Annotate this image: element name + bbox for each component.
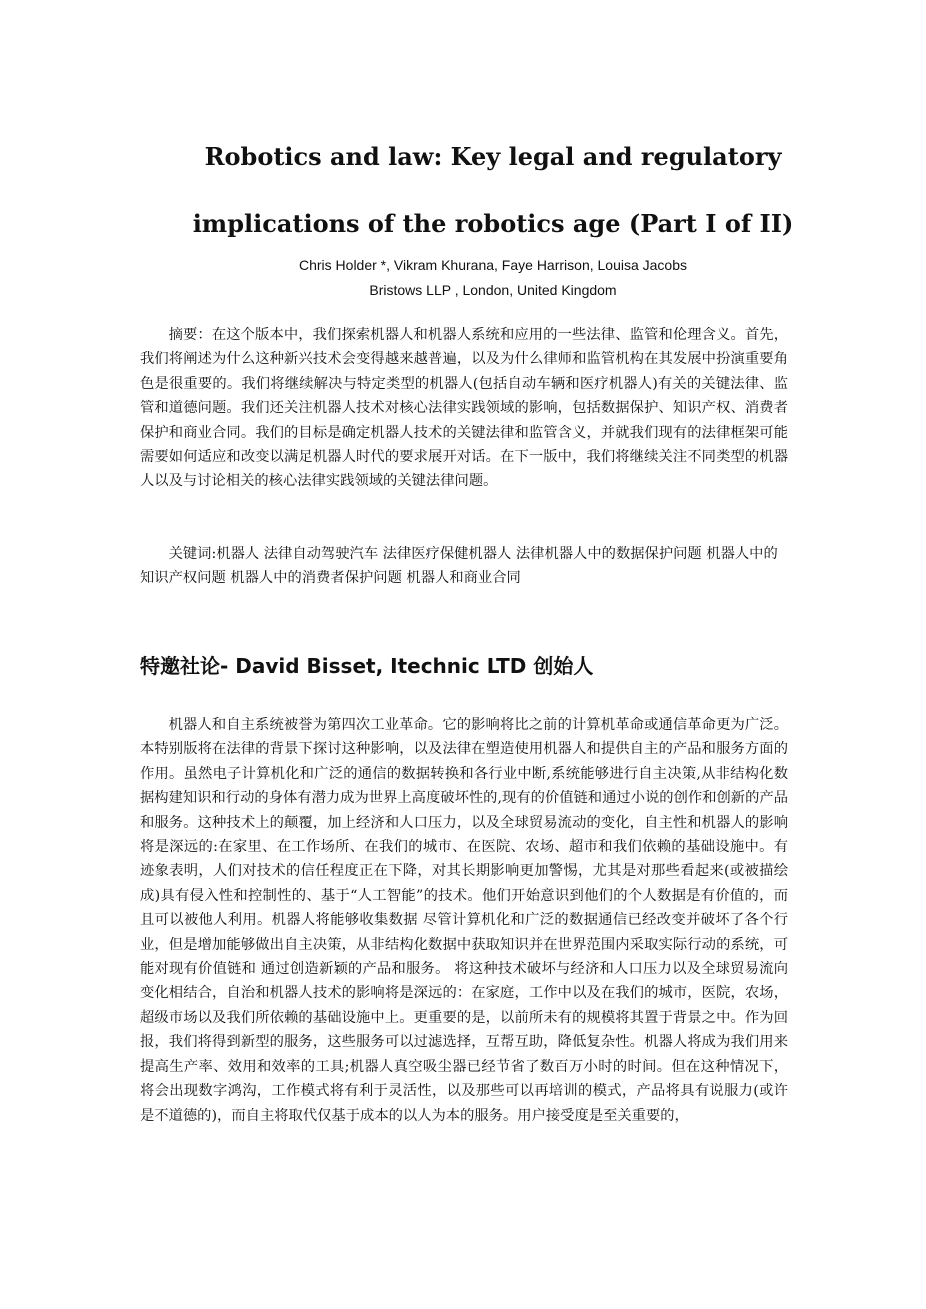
author-list: Chris Holder *, Vikram Khurana, Faye Harrison, Louisa Jacobs xyxy=(298,257,688,273)
abstract-paragraph: 摘要：在这个版本中，我们探索机器人和机器人系统和应用的一些法律、监管和伦理含义。首先，我们将阐述为什么这种新兴技术会变得越来越普遍，以及为什么律师和监管机构在其发展中扮演重要角色是很重要的。我们将继续解决与特定类型的机器人(包括自动车辆和医疗机器人)有关的关键法律、监管和道德问题。我们还关注机器人技术对核心法律实践领域的影响，包括数据保护、知识产权、消费者保护和商业合同。我们的目标是确定机器人技术的关键法律和监管含义，并就我们现有的法律框架可能需要如何适应和改变以满足机器人时代的要求展开对话。在下一版中，我们将继续关注不同类型的机器人以及与讨论相关的核心法律实践领域的关键法律问题。 xyxy=(140,327,788,490)
paper-title-line-1: Robotics and law: Key legal and regulatory xyxy=(204,142,782,171)
section-heading: 特邀社论- David Bisset, Itechnic LTD 创始人 xyxy=(140,654,594,678)
body-paragraph: 机器人和自主系统被誉为第四次工业革命。它的影响将比之前的计算机革命或通信革命更为广泛。本特别版将在法律的背景下探讨这种影响，以及法律在塑造使用机器人和提供自主的产品和服务方面的作用。虽然电子计算机化和广泛的通信的数据转换和各行业中断,系统能够进行自主决策,从非结构化数据构建知识和行动的身体有潜力成为世界上高度破坏性的,现有的价值链和通过小说的创作和创新的产品和服务。这种技术上的颠覆，加上经济和人口压力，以及全球贸易流动的变化，自主性和机器人的影响将是深远的:在家里、在工作场所、在我们的城市、在医院、农场、超市和我们依赖的基础设施中。有迹象表明，人们对技术的信任程度正在下降，对其长期影响更加警惕，尤其是对那些看起来(或被描绘成)具有侵入性和控制性的、基于“人工智能”的技术。他们开始意识到他们的个人数据是有价值的，而且可以被他人利用。机器人将能够收集数据 尽管计算机化和广泛的数据通信已经改变并破坏了各个行业，但是增加能够做出自主决策，从非结构化数据中获取知识并在世界范围内采取实际行动的系统，可能对现有价值链和 通过创造新颖的产品和服务。 将这种技术破坏与经济和人口压力以及全球贸易流向变化相结合，自治和机器人技术的影响将是深远的：在家庭，工作中以及在我们的城市，医院，农场，超级市场以及我们所依赖的基础设施中上。更重要的是，以前所未有的规模将其置于背景之中。作为回报，我们将得到新型的服务，这些服务可以过滤选择，互帮互助，降低复杂性。机器人将成为我们用来提高生产率、效用和效率的工具;机器人真空吸尘器已经节省了数百万小时的时间。但在这种情况下，将会出现数字鸿沟，工作模式将有利于灵活性，以及那些可以再培训的模式，产品将具有说服力(或许是不道德的)，而自主将取代仅基于成本的以人为本的服务。用户接受度是至关重要的， xyxy=(140,717,788,1124)
author-affiliation: Bristows LLP , London, United Kingdom xyxy=(369,282,617,298)
paper-title-line-2: implications of the robotics age (Part I of II) xyxy=(192,209,794,238)
keywords-paragraph: 关键词:机器人 法律自动驾驶汽车 法律医疗保健机器人 法律机器人中的数据保护问题 机器人中的知识产权问题 机器人中的消费者保护问题 机器人和商业合同 xyxy=(140,546,778,587)
